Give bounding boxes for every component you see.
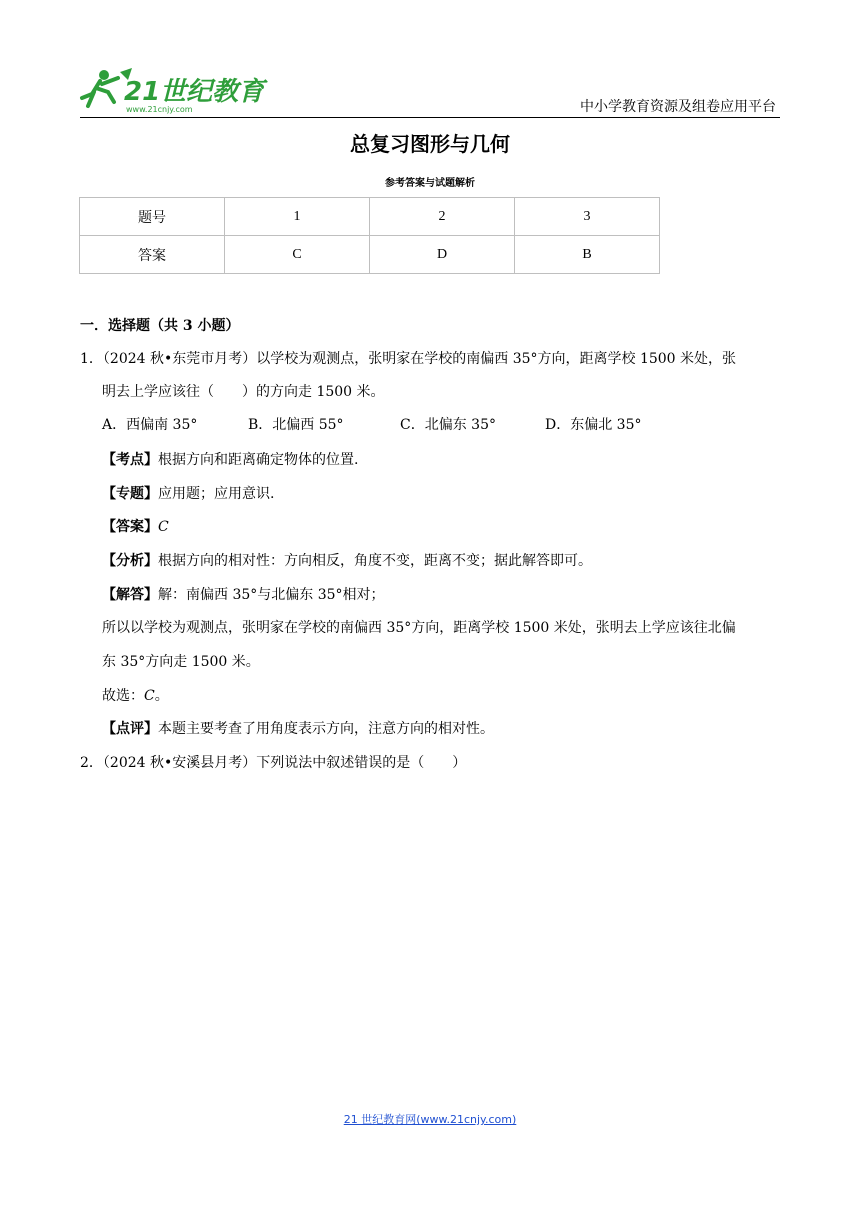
zhuanti-label: 【专题】 [102, 486, 158, 502]
daan-text: C [158, 519, 169, 535]
table-cell: 答案 [80, 236, 225, 274]
question-1-options [102, 415, 642, 435]
fenxi-label: 【分析】 [102, 553, 158, 569]
section-title: 一．选择题（共 3 小题） [80, 318, 240, 334]
conclusion-prefix: 故选： [102, 688, 144, 704]
jieda-label: 【解答】 [102, 587, 158, 603]
fenxi-text: 根据方向的相对性：方向相反，角度不变，距离不变；据此解答即可。 [158, 553, 592, 569]
conclusion-answer: C [144, 688, 155, 704]
table-cell: B [515, 236, 660, 274]
jieda-explanation-line-2: 东 35°方向走 1500 米。 [102, 654, 260, 670]
daan-label: 【答案】 [102, 519, 158, 535]
site-logo [78, 66, 265, 116]
table-cell: 题号 [80, 198, 225, 236]
header-divider [80, 117, 780, 118]
table-cell: 2 [370, 198, 515, 236]
dianping-label: 【点评】 [102, 721, 158, 737]
question-2-line-1: 2．（2024 秋•安溪县月考）下列说法中叙述错误的是（ ） [80, 755, 467, 771]
jieda-explanation-line-1: 所以以学校为观测点，张明家在学校的南偏西 35°方向，距离学校 1500 米处，张明去上学应该往北偏 [102, 620, 736, 636]
table-row [80, 198, 660, 236]
answer-table [79, 197, 660, 274]
conclusion-suffix: 。 [154, 688, 169, 704]
footer-link[interactable]: 21 世纪教育网(www.21cnjy.com) [343, 1113, 517, 1126]
option-a: A．西偏南 35° [102, 417, 198, 433]
logo-url: www.21cnjy.com [126, 105, 193, 114]
platform-name: 中小学教育资源及组卷应用平台 [580, 99, 776, 115]
dianping-text: 本题主要考查了用角度表示方向，注意方向的相对性。 [158, 721, 494, 737]
document-title: 总复习图形与几何 [350, 132, 510, 156]
jieda-text: 解：南偏西 35°与北偏东 35°相对； [158, 587, 385, 603]
option-b: B．北偏西 55° [248, 417, 344, 433]
option-d: D．东偏北 35° [545, 417, 642, 433]
kaodian-line [102, 450, 358, 470]
document-subtitle: 参考答案与试题解析 [385, 178, 475, 189]
fenxi-line [102, 551, 592, 571]
jieda-line [102, 585, 385, 605]
table-cell: D [370, 236, 515, 274]
option-c: C．北偏东 35° [400, 417, 496, 433]
question-1-line-1: 1．（2024 秋•东莞市月考）以学校为观测点，张明家在学校的南偏西 35°方向，距离学校 1500 米处，张 [80, 351, 737, 367]
logo-wordmark: 21世纪教育 [124, 77, 265, 107]
zhuanti-text: 应用题；应用意识. [158, 486, 275, 502]
table-cell: 3 [515, 198, 660, 236]
kaodian-label: 【考点】 [102, 452, 158, 468]
table-row [80, 236, 660, 274]
kaodian-text: 根据方向和距离确定物体的位置. [158, 452, 359, 468]
table-cell: 1 [225, 198, 370, 236]
daan-line [102, 517, 169, 537]
table-cell: C [225, 236, 370, 274]
zhuanti-line [102, 484, 274, 504]
question-1-line-2: 明去上学应该往（ ）的方向走 1500 米。 [102, 384, 385, 400]
dianping-line [102, 719, 494, 739]
conclusion-line [102, 686, 169, 706]
